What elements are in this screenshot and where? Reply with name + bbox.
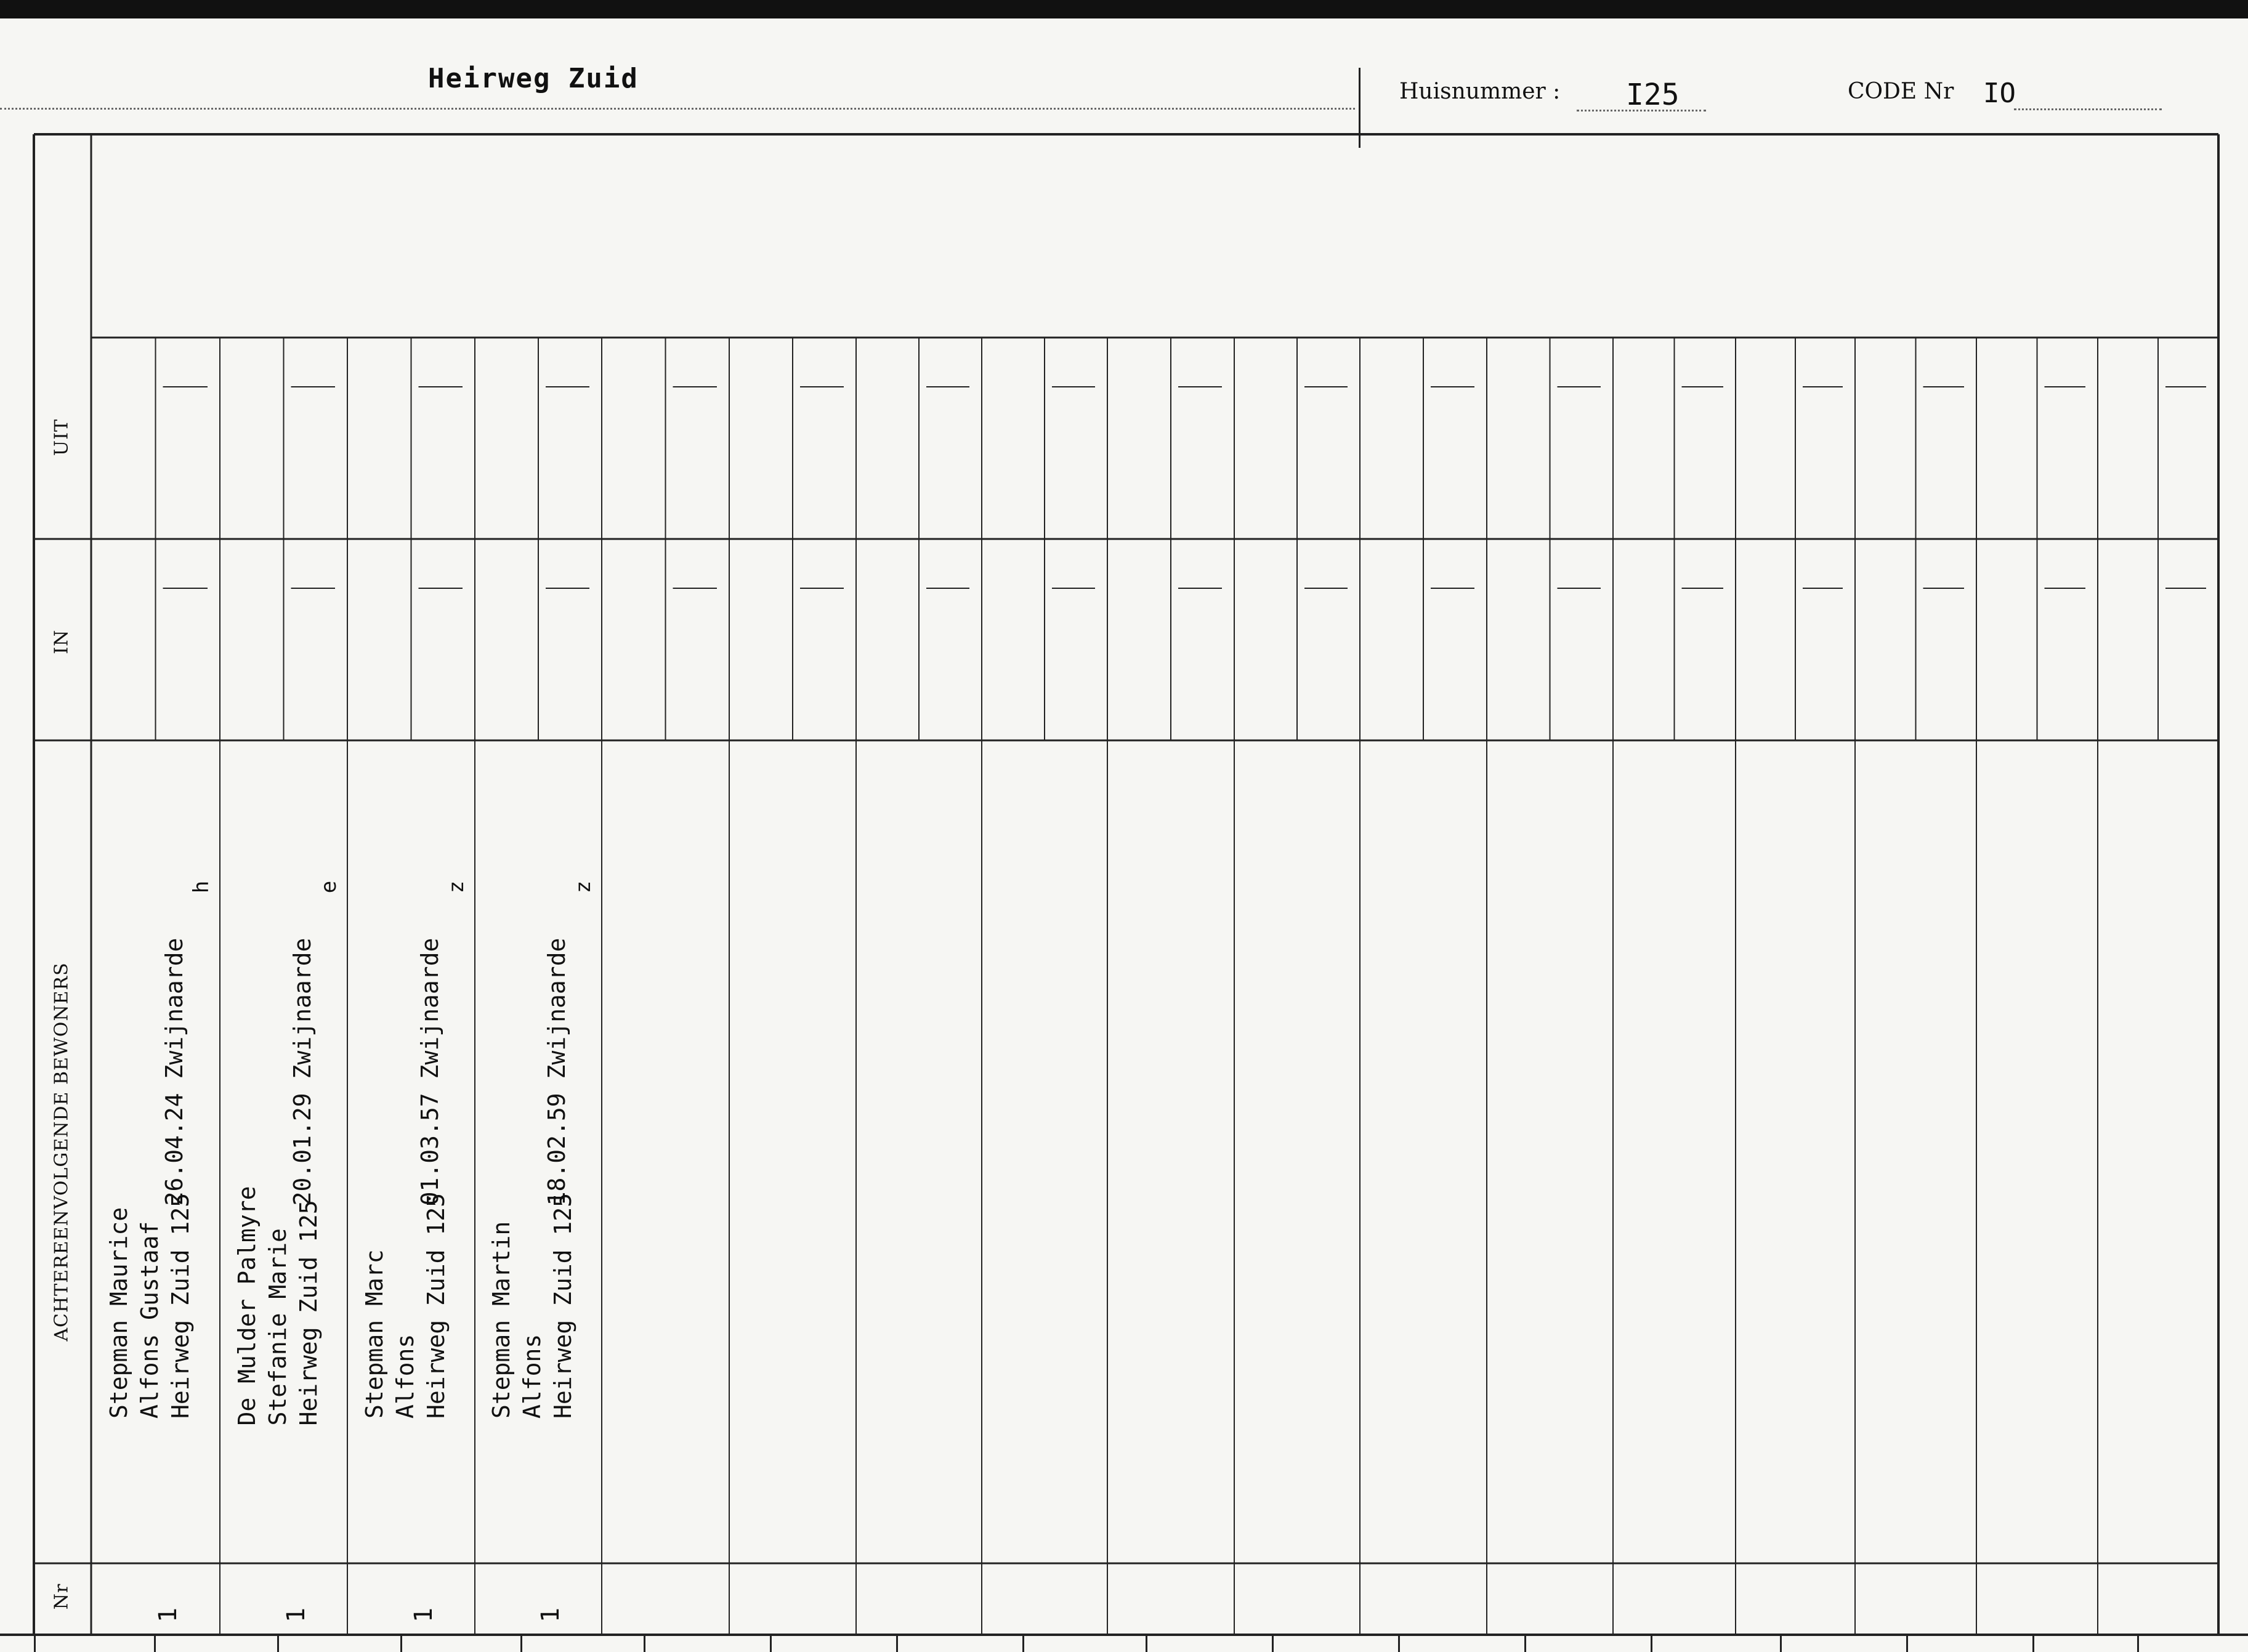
resident-birth: 26.04.24 Zwijnaarde: [160, 937, 188, 1206]
resident-mark: z: [571, 880, 596, 894]
resident-birth: 18.02.59 Zwijnaarde: [543, 937, 570, 1206]
resident-entry: [359, 1193, 451, 1419]
resident-name: Stepman Martin: [488, 1221, 515, 1419]
nr-label: Nr: [51, 1583, 73, 1610]
code-value: IO: [1983, 78, 2016, 109]
resident-name2: Alfons: [391, 1334, 419, 1419]
bottom-tick: [1398, 1636, 1400, 1652]
resident-nr: 1: [153, 1607, 182, 1623]
code-label: CODE Nr: [1848, 79, 1954, 104]
bottom-tick: [644, 1636, 645, 1652]
bottom-tick: [2032, 1636, 2034, 1652]
resident-nr: 1: [409, 1607, 438, 1623]
resident-entry: [486, 1193, 578, 1419]
street-name: Heirweg Zuid: [428, 63, 639, 94]
resident-birth: 20.01.29 Zwijnaarde: [288, 937, 316, 1206]
resident-entry: [232, 1186, 324, 1426]
house-number-value: I25: [1626, 78, 1680, 112]
bottom-tick: [1906, 1636, 1908, 1652]
resident-mark: e: [317, 880, 341, 894]
bottom-tick: [1272, 1636, 1274, 1652]
bottom-tick: [770, 1636, 772, 1652]
bottom-tick: [1780, 1636, 1782, 1652]
resident-name: De Mulder Palmyre: [233, 1186, 261, 1426]
bewoners-label: ACHTEREENVOLGENDE BEWONERS: [51, 962, 73, 1342]
resident-address: Heirweg Zuid 125: [549, 1192, 576, 1419]
resident-address: Heirweg Zuid 125: [294, 1200, 322, 1426]
resident-name2: Stefanie Marie: [264, 1228, 291, 1426]
bottom-tick: [520, 1636, 522, 1652]
bottom-tick: [896, 1636, 898, 1652]
resident-mark: z: [444, 880, 469, 894]
resident-birth: 01.03.57 Zwijnaarde: [416, 937, 443, 1206]
bottom-tick: [1022, 1636, 1024, 1652]
resident-address: Heirweg Zuid 125: [166, 1192, 194, 1419]
bottom-tick: [1524, 1636, 1526, 1652]
bottom-tick: [400, 1636, 402, 1652]
resident-address: Heirweg Zuid 125: [422, 1192, 450, 1419]
resident-nr: 1: [536, 1607, 565, 1623]
resident-mark: h: [189, 880, 214, 894]
bottom-tick: [2137, 1636, 2139, 1652]
resident-name2: Alfons Gustaaf: [135, 1221, 163, 1419]
resident-name: Stepman Maurice: [105, 1207, 132, 1419]
bottom-tick: [277, 1636, 279, 1652]
uit-label: UIT: [51, 418, 73, 456]
house-number-label: Huisnummer :: [1399, 79, 1561, 104]
bottom-tick: [34, 1636, 36, 1652]
resident-nr: 1: [281, 1607, 310, 1623]
bottom-tick: [154, 1636, 156, 1652]
bottom-ticks: [0, 1636, 2248, 1652]
resident-name2: Alfons: [519, 1334, 546, 1419]
bottom-tick: [1146, 1636, 1147, 1652]
bottom-tick: [1651, 1636, 1652, 1652]
resident-name: Stepman Marc: [360, 1249, 388, 1419]
resident-entry: [103, 1193, 196, 1419]
in-label: IN: [51, 629, 73, 655]
